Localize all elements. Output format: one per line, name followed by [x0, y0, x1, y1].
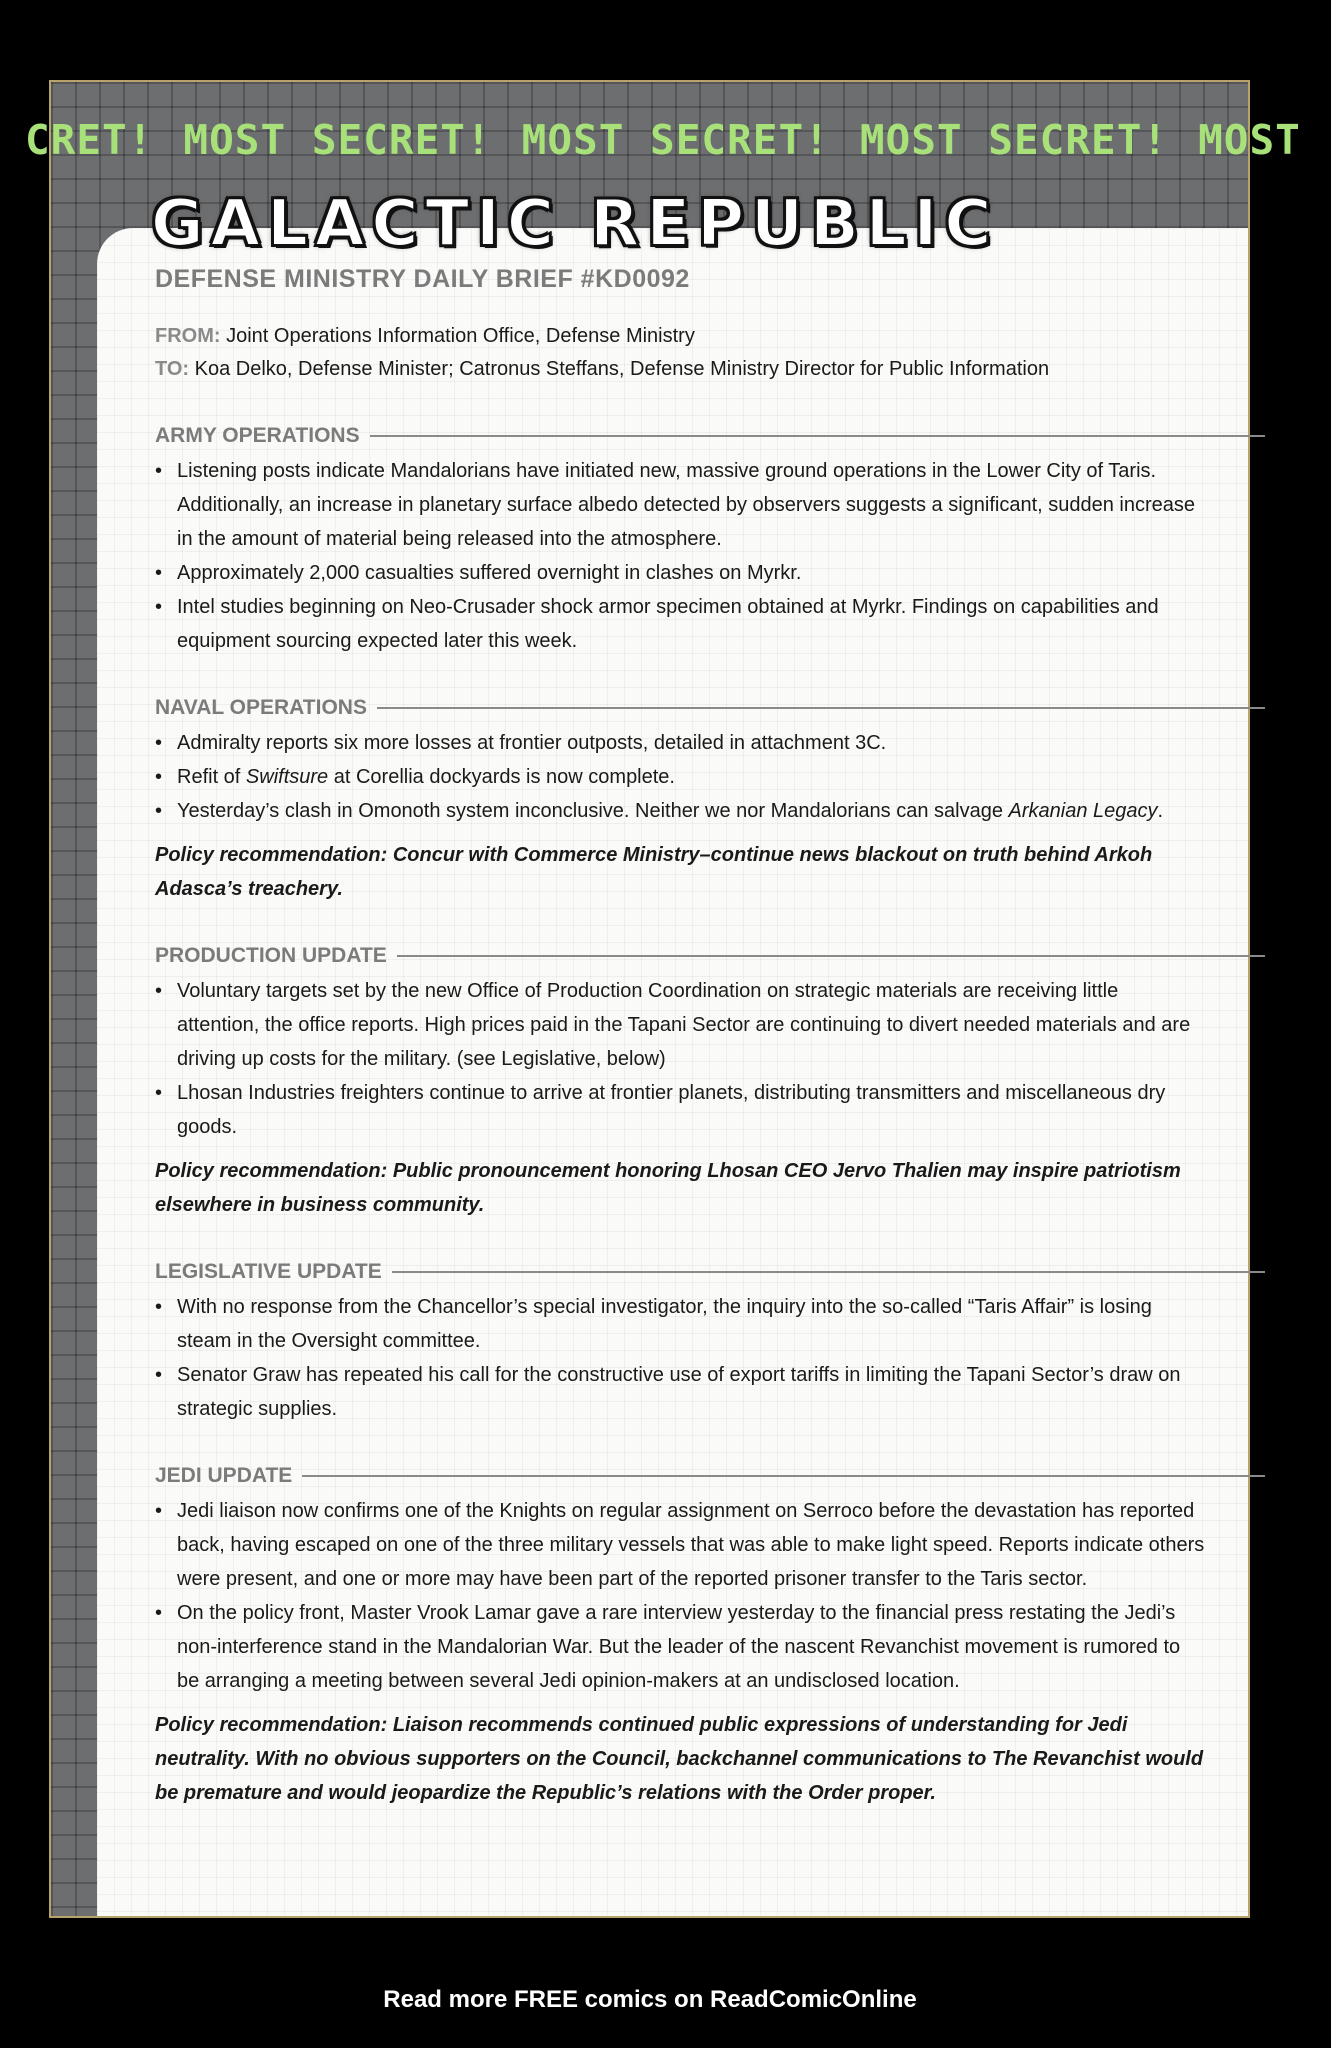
section-heading: NAVAL OPERATIONS	[155, 696, 367, 719]
list-item: • Approximately 2,000 casualties suffered overnight in clashes on Myrkr.	[155, 562, 802, 584]
list-item: • Senator Graw has repeated his call for the constructive use of export tariffs in limiting the Tapani Sector’s draw on strategic supplies.	[155, 1364, 1181, 1420]
production-update-section	[155, 944, 1205, 1222]
section-heading: ARMY OPERATIONS	[155, 424, 360, 447]
to-label: TO:	[155, 358, 190, 380]
page-title: GALACTIC REPUBLIC	[151, 187, 999, 261]
section-header	[155, 1464, 1205, 1488]
section-header	[155, 424, 1205, 448]
list-item: • On the policy front, Master Vrook Lamar gave a rare interview yesterday to the financial press restating the Jedi’s non-interference stand in the Mandalorian War. But the leader of the nascent Revanchist movement is rumored to be arranging a meeting between several Jedi opinion-makers at an undisclosed location.	[155, 1602, 1181, 1692]
brief-title: DEFENSE MINISTRY DAILY BRIEF #KD0092	[155, 265, 690, 293]
policy-recommendation: Policy recommendation: Public pronouncement honoring Lhosan CEO Jervo Thalien may inspire patriotism elsewhere in business community.	[155, 1160, 1181, 1216]
jedi-update-section	[155, 1464, 1205, 1810]
bullet-list	[155, 974, 1205, 1144]
list-item: • Jedi liaison now confirms one of the Knights on regular assignment on Serroco before the devastation has reported back, having escaped on one of the three military vessels that was able to make light speed. Reports indicate others were present, and one or more may have been part of the reported prisoner transfer to the Taris sector.	[155, 1500, 1205, 1590]
brief-page	[25, 80, 1301, 1918]
banner-segment: CRET!	[25, 116, 154, 164]
section-rule	[377, 707, 1265, 709]
bullet-list	[155, 454, 1205, 658]
bullet-list	[155, 1494, 1205, 1698]
banner-segment: MOST SECRET!	[859, 116, 1169, 164]
read-more-link[interactable]: Read more FREE comics on ReadComicOnline	[383, 1986, 917, 2013]
section-header	[155, 1260, 1205, 1284]
bullet-list	[155, 1290, 1205, 1426]
section-heading: PRODUCTION UPDATE	[155, 944, 387, 967]
section-header	[155, 696, 1205, 720]
list-item: • Yesterday’s clash in Omonoth system inconclusive. Neither we nor Mandalorians can salvage Arkanian Legacy.	[155, 800, 1164, 822]
to-value: Koa Delko, Defense Minister; Catronus Steffans, Defense Ministry Director for Public Information	[194, 358, 1050, 380]
from-value: Joint Operations Information Office, Defense Ministry	[226, 325, 695, 347]
section-header	[155, 944, 1205, 968]
bullet-list	[155, 726, 1205, 828]
legislative-update-section	[155, 1260, 1205, 1426]
banner-segment: MOST SECRET!	[183, 116, 492, 164]
banner-segment: MOST	[1198, 116, 1301, 164]
list-item: • With no response from the Chancellor’s special investigator, the inquiry into the so-called “Taris Affair” is losing steam in the Oversight committee.	[155, 1296, 1152, 1352]
section-heading: LEGISLATIVE UPDATE	[155, 1260, 382, 1283]
list-item: • Intel studies beginning on Neo-Crusader shock armor specimen obtained at Myrkr. Findings on capabilities and equipment sourcing expected later this week.	[155, 596, 1159, 652]
banner-segment: MOST SECRET!	[521, 116, 830, 164]
army-operations-section	[155, 424, 1205, 658]
list-item: • Listening posts indicate Mandalorians have initiated new, massive ground operations in the Lower City of Taris. Additionally, an increase in planetary surface albedo detected by observers suggests a significant, sudden increase in the amount of material being released into the atmosphere.	[155, 460, 1196, 550]
ship-name: Arkanian Legacy	[1008, 800, 1158, 822]
list-item: • Refit of Swiftsure at Corellia dockyards is now complete.	[155, 766, 675, 788]
list-item: • Voluntary targets set by the new Office of Production Coordination on strategic materials are receiving little attention, the office reports. High prices paid in the Tapani Sector are continuing to divert needed materials and are driving up costs for the military. (see Legislative, below)	[155, 980, 1191, 1070]
section-rule	[392, 1271, 1265, 1273]
brief-content	[155, 265, 1205, 1810]
to-line	[155, 353, 1205, 386]
ship-name: Swiftsure	[245, 766, 329, 788]
policy-recommendation: Policy recommendation: Liaison recommends continued public expressions of understanding for Jedi neutrality. With no obvious supporters on the Council, backchannel communications to The Revanchist would be premature and would jeopardize the Republic’s relations with the Order proper.	[155, 1714, 1204, 1804]
policy-recommendation: Policy recommendation: Concur with Commerce Ministry–continue news blackout on truth behind Arkoh Adasca’s treachery.	[155, 844, 1153, 900]
list-item: • Lhosan Industries freighters continue to arrive at frontier planets, distributing transmitters and miscellaneous dry goods.	[155, 1082, 1166, 1138]
from-label: FROM:	[155, 325, 221, 347]
from-line	[155, 320, 1205, 353]
section-rule	[302, 1475, 1265, 1477]
section-rule	[397, 955, 1265, 957]
section-heading: JEDI UPDATE	[155, 1464, 293, 1487]
section-rule	[370, 435, 1265, 437]
most-secret-banner	[25, 116, 1331, 164]
list-item: • Admiralty reports six more losses at frontier outposts, detailed in attachment 3C.	[155, 732, 887, 754]
naval-operations-section	[155, 696, 1205, 906]
